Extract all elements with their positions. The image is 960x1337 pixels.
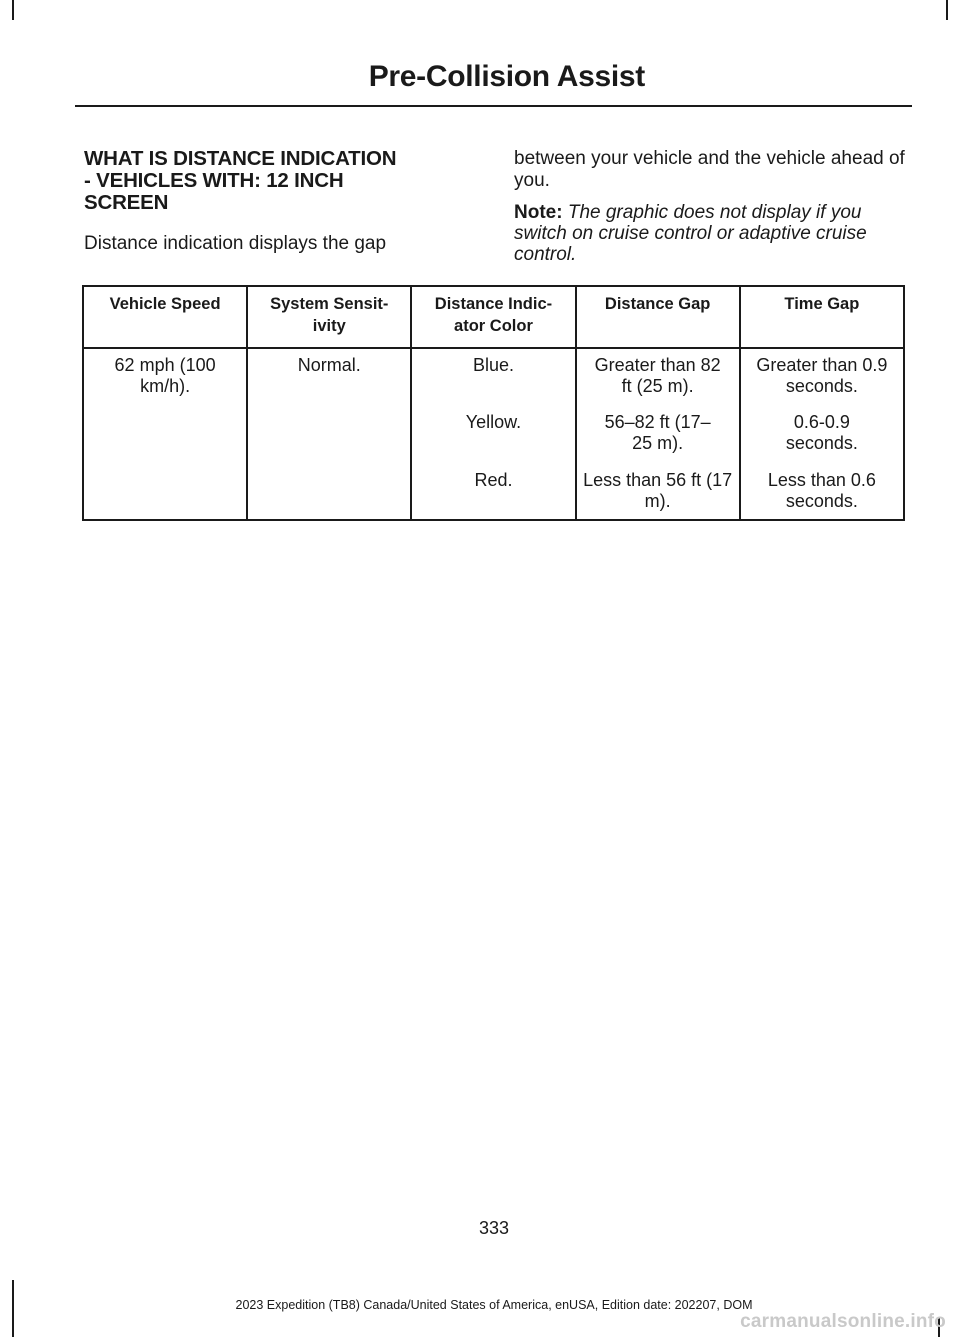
table-row xyxy=(83,348,904,406)
note-paragraph xyxy=(514,202,909,265)
page-number: 333 xyxy=(478,1218,510,1238)
header-system-sensitivity: System Sensit-ivity xyxy=(247,286,411,348)
footer-edition-info: 2023 Expedition (TB8) Canada/United States of America, enUSA, Edition date: 202207, DOM xyxy=(235,1298,753,1312)
cell-distance-gap: Less than 56 ft (17 m). xyxy=(576,464,740,520)
heading-line-3: SCREEN xyxy=(84,191,169,214)
cell-time-gap: Greater than 0.9 seconds. xyxy=(740,348,904,406)
cell-color: Blue. xyxy=(411,348,575,406)
heading-line-2: - VEHICLES WITH: 12 INCH xyxy=(84,169,344,192)
crop-mark-top-left xyxy=(12,0,14,20)
section-heading xyxy=(84,148,474,214)
table-header-row xyxy=(83,286,904,348)
watermark: carmanualsonline.info xyxy=(740,1311,946,1332)
crop-mark-top-right xyxy=(946,0,948,20)
cell-time-gap: Less than 0.6 seconds. xyxy=(740,464,904,520)
cell-distance-gap: Greater than 82 ft (25 m). xyxy=(576,348,740,406)
header-indicator-color: Distance Indic-ator Color xyxy=(411,286,575,348)
note-label: Note: xyxy=(514,202,563,223)
heading-line-1: WHAT IS DISTANCE INDICATION xyxy=(84,147,397,170)
body-text-left: Distance indication displays the gap xyxy=(84,233,387,254)
cell-distance-gap: 56–82 ft (17–25 m). xyxy=(576,406,740,464)
header-divider xyxy=(75,105,912,107)
page-header-title: Pre-Collision Assist xyxy=(368,60,645,93)
header-distance-gap: Distance Gap xyxy=(576,286,740,348)
left-column xyxy=(84,148,474,255)
body-text-right: between your vehicle and the vehicle ahead of you. xyxy=(514,148,905,191)
cell-color: Yellow. xyxy=(411,406,575,464)
note-text: The graphic does not display if you switch on cruise control or adaptive cruise control. xyxy=(514,202,867,265)
cell-vehicle-speed: 62 mph (100 km/h). xyxy=(83,348,247,520)
header-time-gap: Time Gap xyxy=(740,286,904,348)
header-vehicle-speed: Vehicle Speed xyxy=(83,286,247,348)
right-column xyxy=(514,148,909,265)
cell-system-sensitivity: Normal. xyxy=(247,348,411,520)
cell-color: Red. xyxy=(411,464,575,520)
distance-indication-table xyxy=(82,285,905,521)
cell-time-gap: 0.6-0.9 seconds. xyxy=(740,406,904,464)
